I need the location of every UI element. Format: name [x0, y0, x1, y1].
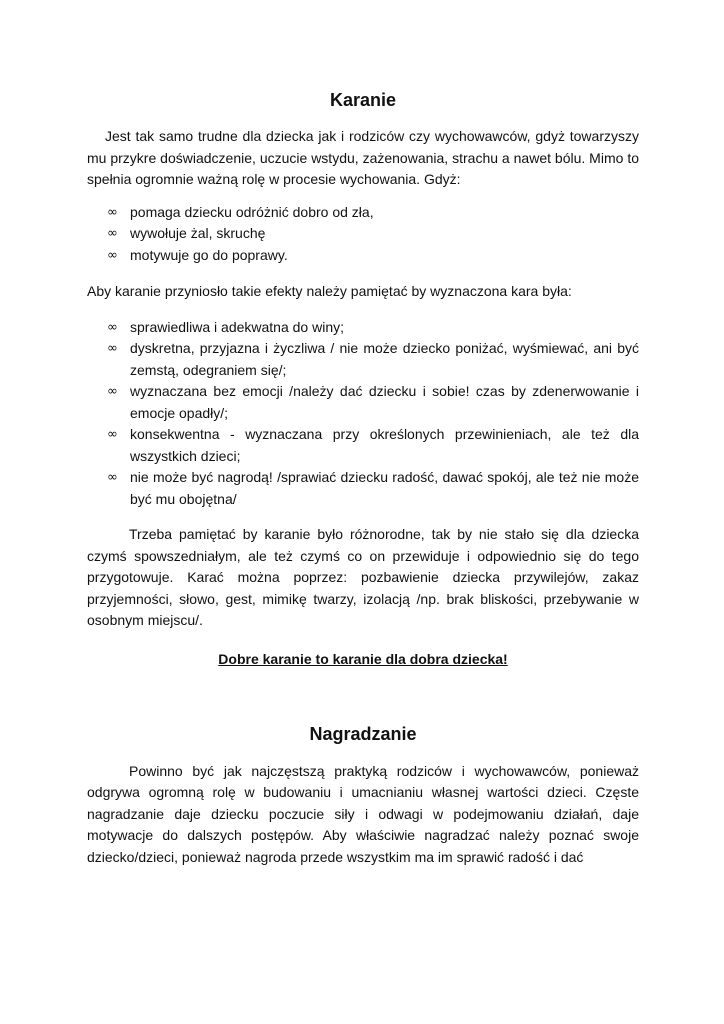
infinity-bullet-icon: ∞	[107, 470, 118, 485]
list-item-text: pomaga dziecku odróżnić dobro od zła,	[130, 203, 374, 220]
karanie-methods-paragraph: Trzeba pamiętać by karanie było różnorodne, tak by nie stało się dla dziecka czymś spowszedniałym, ale też czymś co on przewiduje i odpowiednio się do tego przygotowuje. Karać można poprzez: pozbawienie dziecka przywilejów, zakaz przyjemności, słowo, gest, mimikę twarzy, izolacją /np. brak bliskości, przebywanie w osobnym miejscu/.	[87, 526, 639, 628]
list-item	[87, 381, 639, 424]
list-item	[87, 467, 639, 510]
list-item-text: motywuje go do poprawy.	[130, 246, 288, 263]
nagradzanie-intro-paragraph: Powinno być jak najczęstszą praktyką rodziców i wychowawców, ponieważ odgrywa ogromną rolę w budowaniu i umacnianiu własnej wartości dzieci. Częste nagradzanie daje dziecku poczucie siły i odwagi w podejmowaniu działań, daje motywacje do dalszych postępów. Aby właściwie nagradzać należy poznać swoje dziecko/dzieci, ponieważ nagroda przede wszystkim ma im sprawić radość i dać	[87, 762, 639, 865]
section-title-karanie: Karanie	[329, 90, 397, 110]
page-content	[87, 88, 639, 868]
list-item-text: dyskretna, przyjazna i życzliwa / nie może dziecko poniżać, wyśmiewać, ani być zemstą, odegraniem się/;	[130, 340, 639, 378]
list-item	[87, 424, 639, 467]
karanie-closing-statement: Dobre karanie to karanie dla dobra dziecka!	[218, 650, 508, 667]
infinity-bullet-icon: ∞	[107, 226, 118, 241]
list-item-text: sprawiedliwa i adekwatna do winy;	[130, 318, 344, 335]
infinity-bullet-icon: ∞	[107, 384, 118, 399]
list-item-text: wyznaczana bez emocji /należy dać dziecku i sobie! czas by zdenerwowanie i emocje opadły/;	[130, 383, 639, 421]
section-title-nagradzanie: Nagradzanie	[309, 723, 417, 744]
infinity-bullet-icon: ∞	[107, 341, 118, 356]
infinity-bullet-icon: ∞	[107, 247, 118, 263]
list-item	[87, 338, 639, 381]
list-item-text: wywołuje żal, skruchę	[130, 225, 266, 241]
list-item	[87, 223, 639, 245]
list-item-text: konsekwentna - wyznaczana przy określonych przewinieniach, ale też dla wszystkich dzieci;	[130, 426, 639, 464]
list-item	[87, 202, 639, 224]
infinity-bullet-icon: ∞	[107, 427, 118, 442]
list-item	[87, 317, 639, 339]
karanie-effects-list	[87, 202, 639, 267]
karanie-lead-paragraph: Aby karanie przyniosło takie efekty należy pamiętać by wyznaczona kara była:	[87, 283, 572, 299]
list-item	[87, 245, 639, 267]
list-item-text: nie może być nagrodą! /sprawiać dziecku radość, dawać spokój, ale też nie może być mu obojętna/	[130, 469, 639, 507]
infinity-bullet-icon: ∞	[107, 204, 118, 220]
karanie-conditions-list	[87, 317, 639, 511]
infinity-bullet-icon: ∞	[107, 319, 118, 335]
karanie-intro-paragraph: Jest tak samo trudne dla dziecka jak i rodziców czy wychowawców, gdyż towarzyszy mu przykre doświadczenie, uczucie wstydu, zażenowania, strachu a nawet bólu. Mimo to spełnia ogromnie ważną rolę w procesie wychowania. Gdyż:	[87, 128, 639, 187]
